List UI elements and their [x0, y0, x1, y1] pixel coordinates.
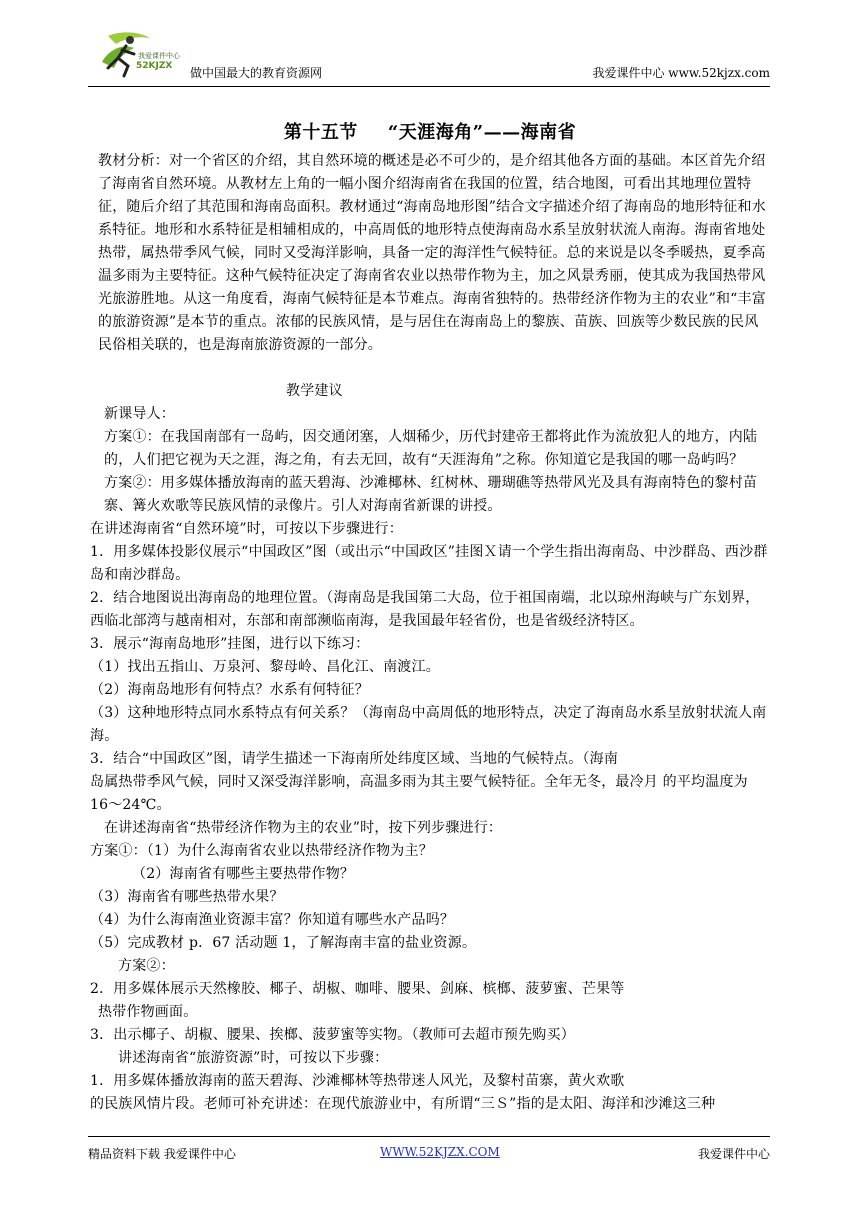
footer-link[interactable]: WWW.52KJZX.COM — [380, 1145, 500, 1159]
paragraph: 讲述海南省“旅游资源”时，可按以下步骤： — [118, 1050, 389, 1066]
list-item: 3．展示“海南岛地形”挂图，进行以下练习： — [90, 636, 370, 652]
list-item: 2．用多媒体展示天然橡胶、椰子、胡椒、咖啡、腰果、剑麻、槟榔、菠萝蜜、芒果等 — [90, 981, 625, 997]
list-item: （2）海南省有哪些主要热带作物？ — [132, 866, 355, 882]
list-item: 岛属热带季风气候，同时又深受海洋影响，高温多雨为其主要气候特征。全年无冬，最冷月 的平均温度为 16～24℃。 — [90, 774, 748, 813]
list-item: （3）海南省有哪些热带水果？ — [90, 889, 284, 905]
section-heading-teaching: 教学建议 — [286, 383, 343, 399]
site-slogan: 做中国最大的教育资源网 — [190, 66, 323, 80]
page-footer — [88, 1136, 770, 1163]
paragraph: 的民族风情片段。老师可补充讲述：在现代旅游业中，有所谓“三Ｓ”指的是太阳、海洋和沙滩这三种 — [90, 1096, 716, 1112]
list-item: 1．用多媒体播放海南的蓝天碧海、沙滩椰林等热带迷人风光，及黎村苗寨，黄火欢歌 — [90, 1073, 625, 1089]
section-number: 第十五节 — [283, 122, 358, 143]
list-item: 方案①：（1）为什么海南省农业以热带经济作物为主？ — [90, 843, 433, 859]
list-item: （1）找出五指山、万泉河、黎母岭、昌化江、南渡江。 — [90, 659, 440, 675]
footer-left-text: 精品资料下载 我爱课件中心 — [88, 1147, 236, 1161]
list-item: 3．结合“中国政区”图，请学生描述一下海南所处纬度区域、当地的气候特点。（海南 — [90, 751, 619, 767]
list-item: 方案②： — [118, 958, 175, 974]
page-title — [0, 118, 860, 144]
paragraph: 在讲述海南省“热带经济作物为主的农业”时，按下列步骤进行： — [104, 820, 503, 836]
list-item: 1．用多媒体投影仪展示“中国政区”图（或出示“中国政区”挂图Ｘ请一个学生指出海南岛、中沙群岛、西沙群岛和南沙群岛。 — [90, 544, 768, 583]
site-logo[interactable] — [88, 28, 184, 82]
section-title: “天涯海角”——海南省 — [387, 122, 577, 143]
paragraph: 在讲述海南省“自然环境”时，可按以下步骤进行： — [90, 521, 403, 537]
svg-text:52KJZX: 52KJZX — [136, 61, 173, 71]
footer-right-text: 我爱课件中心 — [697, 1147, 770, 1161]
list-item: （3）这种地形特点同水系特点有何关系？（海南岛中高周低的地形特点，决定了海南岛水系呈放射状流人南海。 — [90, 705, 767, 744]
document-body — [90, 150, 770, 1116]
paragraph: 方案②：用多媒体播放海南的蓝天碧海、沙滩椰林、红树林、珊瑚礁等热带风光及具有海南特色的黎村苗寨、篝火欢歌等民族风情的录像片。引人对海南省新课的讲授。 — [104, 475, 758, 514]
list-item: 热带作物画面。 — [98, 1004, 198, 1020]
page-header — [88, 26, 770, 87]
list-item: （2）海南岛地形有何特点？水系有何特征？ — [90, 682, 369, 698]
list-item: （5）完成教材 p．67 活动题 1，了解海南丰富的盐业资源。 — [90, 935, 477, 951]
paragraph: 新课导人： — [104, 406, 175, 422]
list-item: 2．结合地图说出海南岛的地理位置。（海南岛是我国第二大岛，位于祖国南端，北以琼州海峡与广东划界，西临北部湾与越南相对，东部和南部濒临南海，是我国最年轻省份，也是省级经济特区。 — [90, 590, 760, 629]
svg-text:我爱课件中心: 我爱课件中心 — [138, 52, 180, 60]
paragraph: 方案①：在我国南部有一岛屿，因交通闭塞，人烟稀少，历代封建帝王都将此作为流放犯人的地方，内陆的，人们把它视为天之涯，海之角，有去无回，故有“天涯海角”之称。你知道它是我国的哪一岛屿吗？ — [104, 429, 758, 468]
paragraph-analysis: 教材分析：对一个省区的介绍，其自然环境的概述是必不可少的，是介绍其他各方面的基础。本区首先介绍了海南省自然环境。从教材左上角的一幅小图介绍海南省在我国的位置，结合地图，可看出其地理位置特征，随后介绍了其范围和海南岛面积。教材通过“海南岛地形图”结合文字描述介绍了海南岛的地形特征和水系特征。地形和水系特征是相辅相成的，中高周低的地形特点使海南岛水系呈放射状流人南海。海南省地处热带，属热带季风气候，同时又受海洋影响，具备一定的海洋性气候特征。总的来说是以冬季暖热，夏季高温多雨为主要特征。这种气候特征决定了海南省农业以热带作物为主，加之风景秀丽，使其成为我国热带风光旅游胜地。从这一角度看，海南气候特征是本节难点。海南省独特的。热带经济作物为主的农业”和“丰富的旅游资源”是本节的重点。浓郁的民族风情，是与居住在海南岛上的黎族、苗族、回族等少数民族的民风民俗相关联的，也是海南旅游资源的一部分。 — [98, 153, 766, 353]
list-item: 3．出示椰子、胡椒、腰果、挨榔、菠萝蜜等实物。（教师可去超市预先购买） — [90, 1027, 575, 1043]
list-item: （4）为什么海南渔业资源丰富？你知道有哪些水产品吗？ — [90, 912, 455, 928]
site-url[interactable]: 我爱课件中心 www.52kjzx.com — [592, 66, 770, 80]
runner-logo-icon — [88, 28, 184, 82]
